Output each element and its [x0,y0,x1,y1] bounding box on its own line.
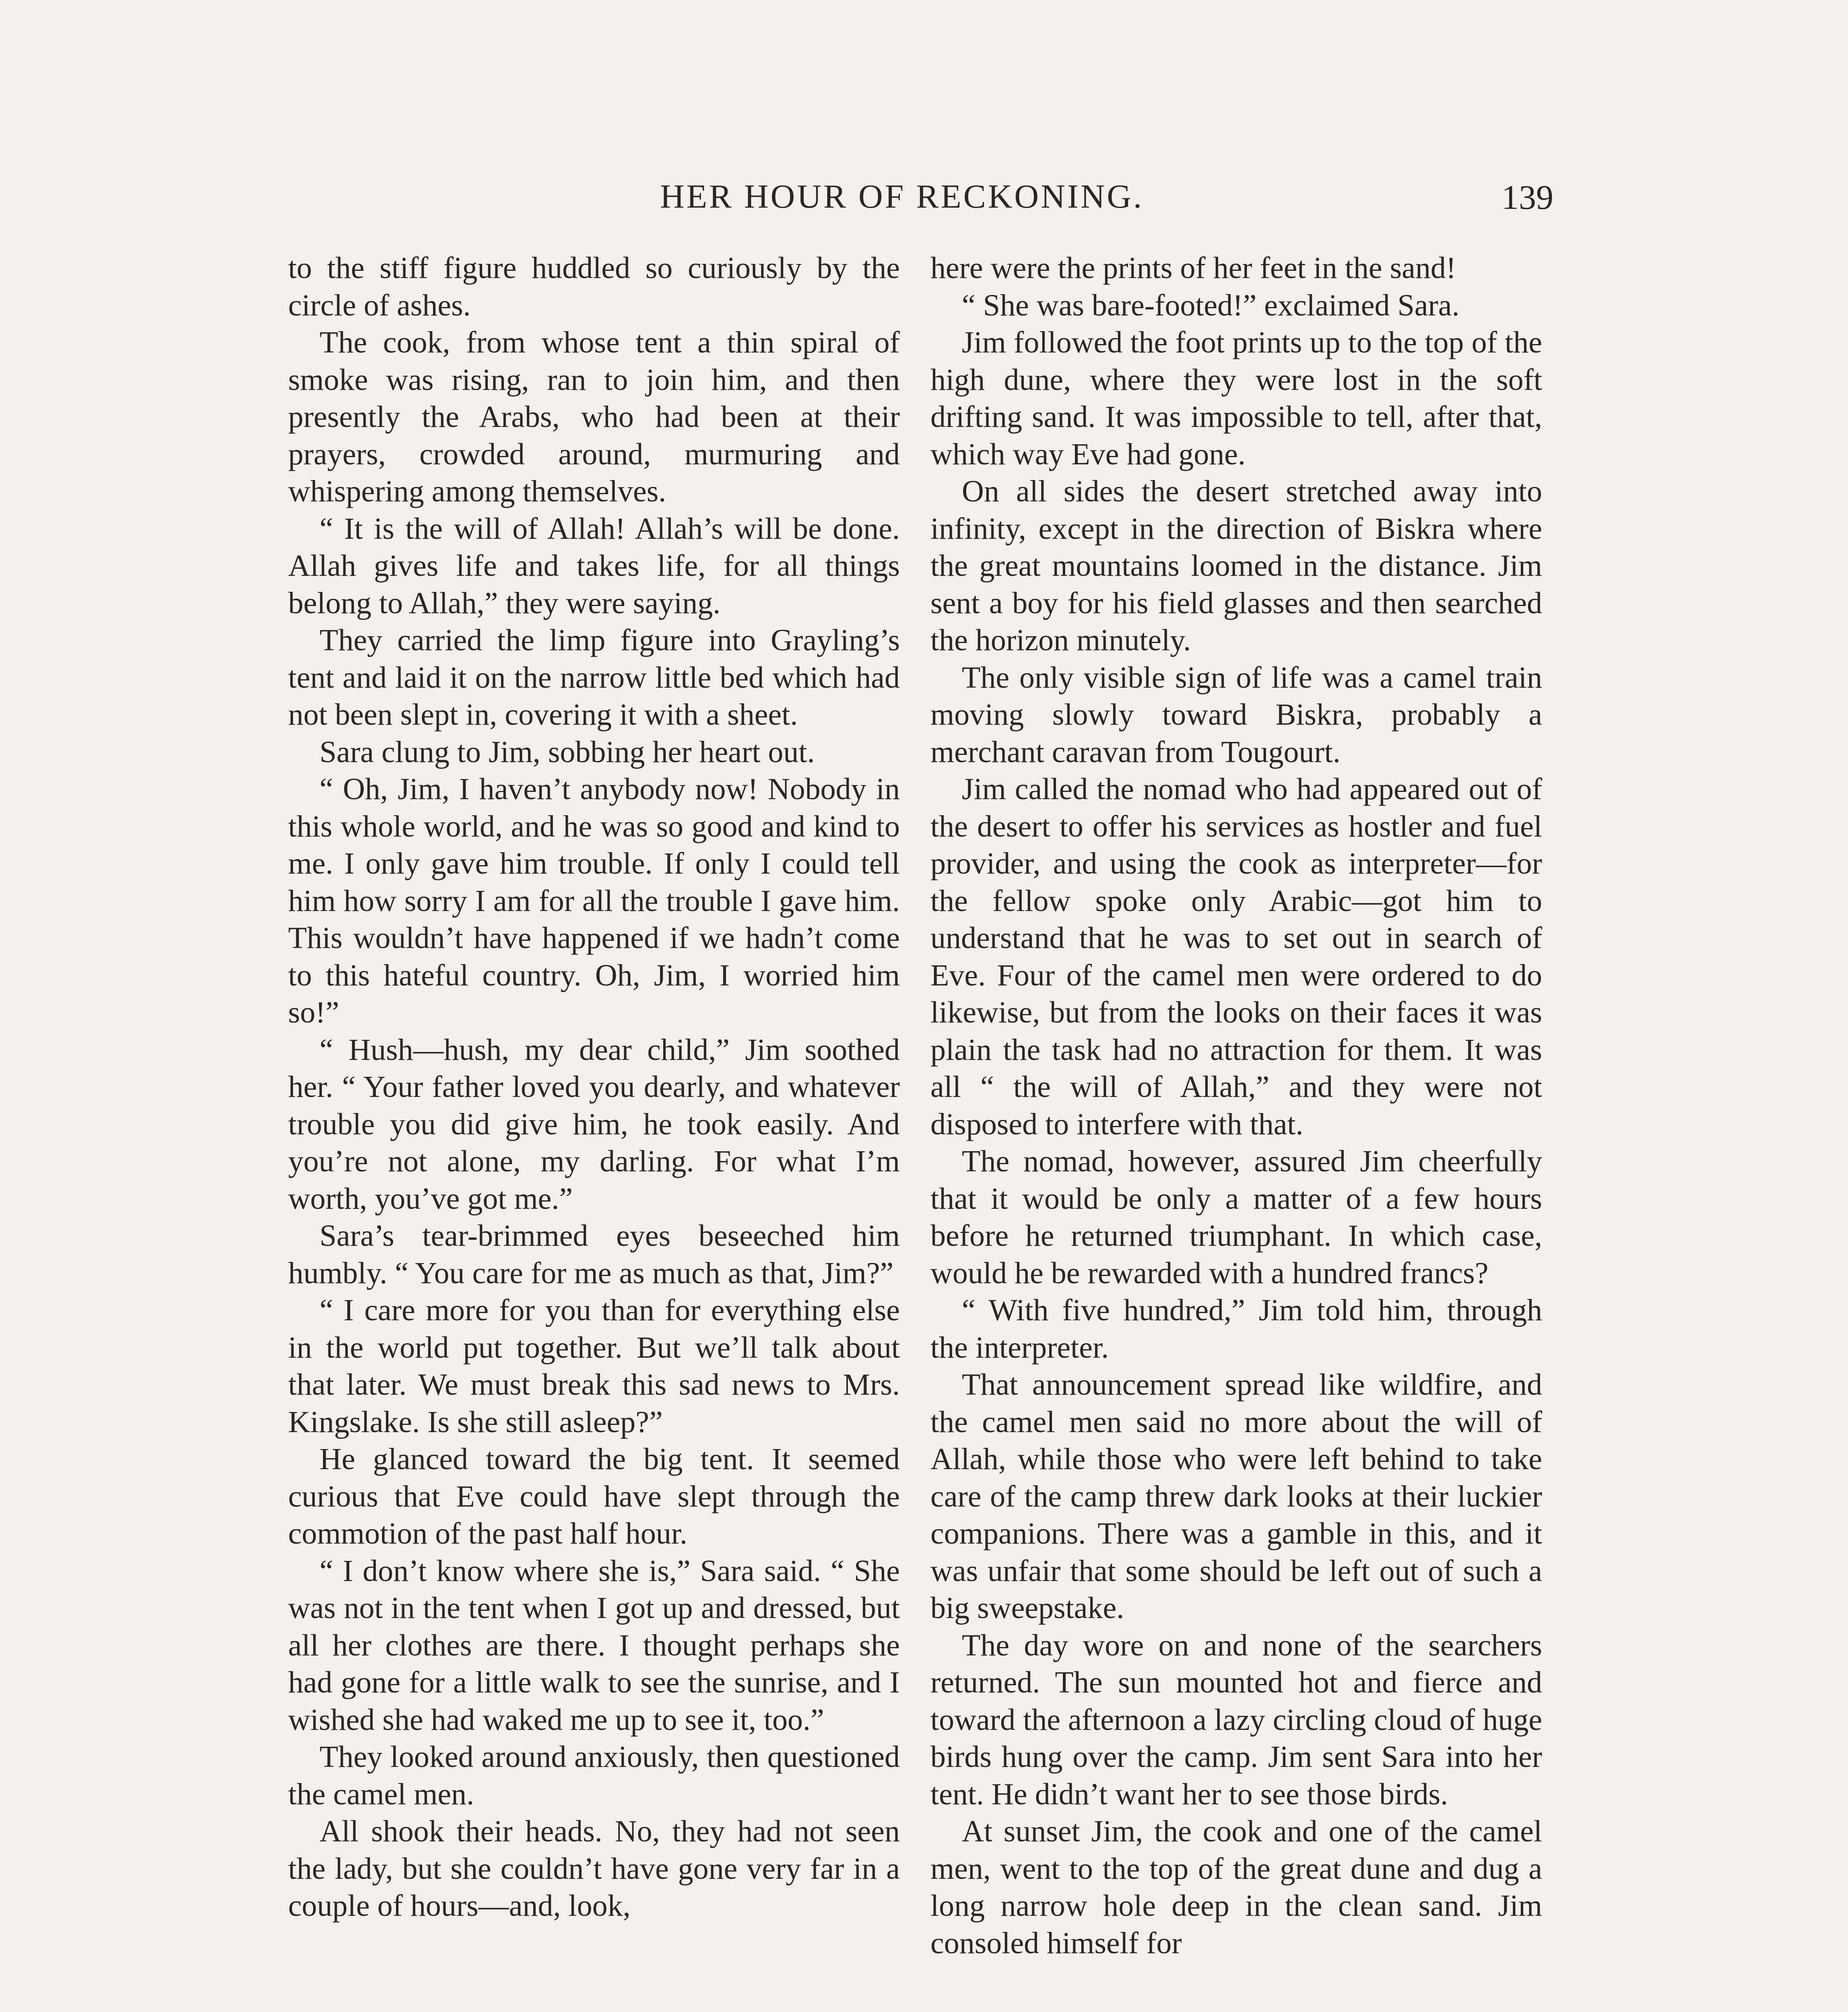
paragraph: Jim followed the foot prints up to the top of the high dune, where they were lost in the soft drifting sand. It was impossible to tell, after that, which way Eve had gone. [930,326,1542,471]
paragraph: Sara’s tear-brimmed eyes beseeched him humbly. “ You care for me as much as that, Jim?” [288,1219,900,1290]
paragraph: “ Hush—hush, my dear child,” Jim soothed her. “ Your father loved you dearly, and whatever trouble you did give him, he took easily. And you’re not alone, my darling. For what I’m worth, you’ve got me.” [288,1033,900,1216]
page-header [290,177,1570,225]
paragraph: All shook their heads. No, they had not seen the lady, but she couldn’t have gone very far in a couple of hours—and, look, [288,1814,900,1923]
paragraph: They looked around anxiously, then questioned the camel men. [288,1740,900,1811]
paragraph: He glanced toward the big tent. It seemed curious that Eve could have slept through the commotion of the past half hour. [288,1442,900,1550]
paragraph: “ With five hundred,” Jim told him, through the interpreter. [930,1293,1542,1365]
paragraph: to the stiff figure huddled so curiously by the circle of ashes. [288,251,900,322]
paragraph: On all sides the desert stretched away into infinity, except in the direction of Biskra where the great mountains loomed in the distance. Jim sent a boy for his field glasses and then searched the horizon minutely. [930,474,1542,657]
paragraph: They carried the limp figure into Grayling’s tent and laid it on the narrow little bed which had not been slept in, covering it with a sheet. [288,623,900,732]
left-text-column [288,249,900,1925]
page-number: 139 [1502,178,1553,216]
running-title: HER HOUR OF RECKONING. [660,178,1144,215]
paragraph: The cook, from whose tent a thin spiral of smoke was rising, ran to join him, and then presently the Arabs, who had been at their prayers, crowded around, murmuring and whispering among themselves. [288,326,900,508]
paragraph: here were the prints of her feet in the sand! [930,251,1456,285]
paragraph: Jim called the nomad who had appeared out of the desert to offer his services as hostler and fuel provider, and using the cook as interpreter—for the fellow spoke only Arabic—got him to understand that he was to set out in search of Eve. Four of the camel men were ordered to do likewise, but from the looks on their faces it was plain the task had no attraction for them. It was all “ the will of Allah,” and they were not disposed to interfere with that. [930,772,1542,1141]
right-text-column [930,249,1542,1962]
paragraph: The day wore on and none of the searchers returned. The sun mounted hot and fierce and toward the afternoon a lazy circling cloud of huge birds hung over the camp. Jim sent Sara into her tent. He didn’t want her to see those birds. [930,1628,1542,1811]
paragraph: That announcement spread like wildfire, and the camel men said no more about the will of Allah, while those who were left behind to take care of the camp threw dark looks at their luckier companions. There was a gamble in this, and it was unfair that some should be left out of such a big sweepstake. [930,1368,1542,1625]
paragraph: The nomad, however, assured Jim cheerfully that it would be only a matter of a few hours before he returned triumphant. In which case, would he be rewarded with a hundred francs? [930,1144,1542,1290]
paragraph: At sunset Jim, the cook and one of the camel men, went to the top of the great dune and dug a long narrow hole deep in the clean sand. Jim consoled himself for [930,1814,1542,1960]
paragraph: “ She was bare-footed!” exclaimed Sara. [962,288,1460,322]
paragraph: “ I don’t know where she is,” Sara said. “ She was not in the tent when I got up and dressed, but all her clothes are there. I thought perhaps she had gone for a little walk to see the sunrise, and I wished she had waked me up to see it, too.” [288,1554,900,1737]
paragraph: “ I care more for you than for everything else in the world put together. But we’ll talk about that later. We must break this sad news to Mrs. Kingslake. Is she still asleep?” [288,1293,900,1439]
paragraph: The only visible sign of life was a camel train moving slowly toward Biskra, probably a merchant caravan from Tougourt. [930,660,1542,769]
paragraph: “ It is the will of Allah! Allah’s will be done. Allah gives life and takes life, for all things belong to Allah,” they were saying. [288,511,900,620]
paragraph: Sara clung to Jim, sobbing her heart out. [320,735,815,769]
paragraph: “ Oh, Jim, I haven’t anybody now! Nobody in this whole world, and he was so good and kind to me. I only gave him trouble. If only I could tell him how sorry I am for all the trouble I gave him. This wouldn’t have happened if we hadn’t come to this hateful country. Oh, Jim, I worried him so!” [288,772,900,1029]
